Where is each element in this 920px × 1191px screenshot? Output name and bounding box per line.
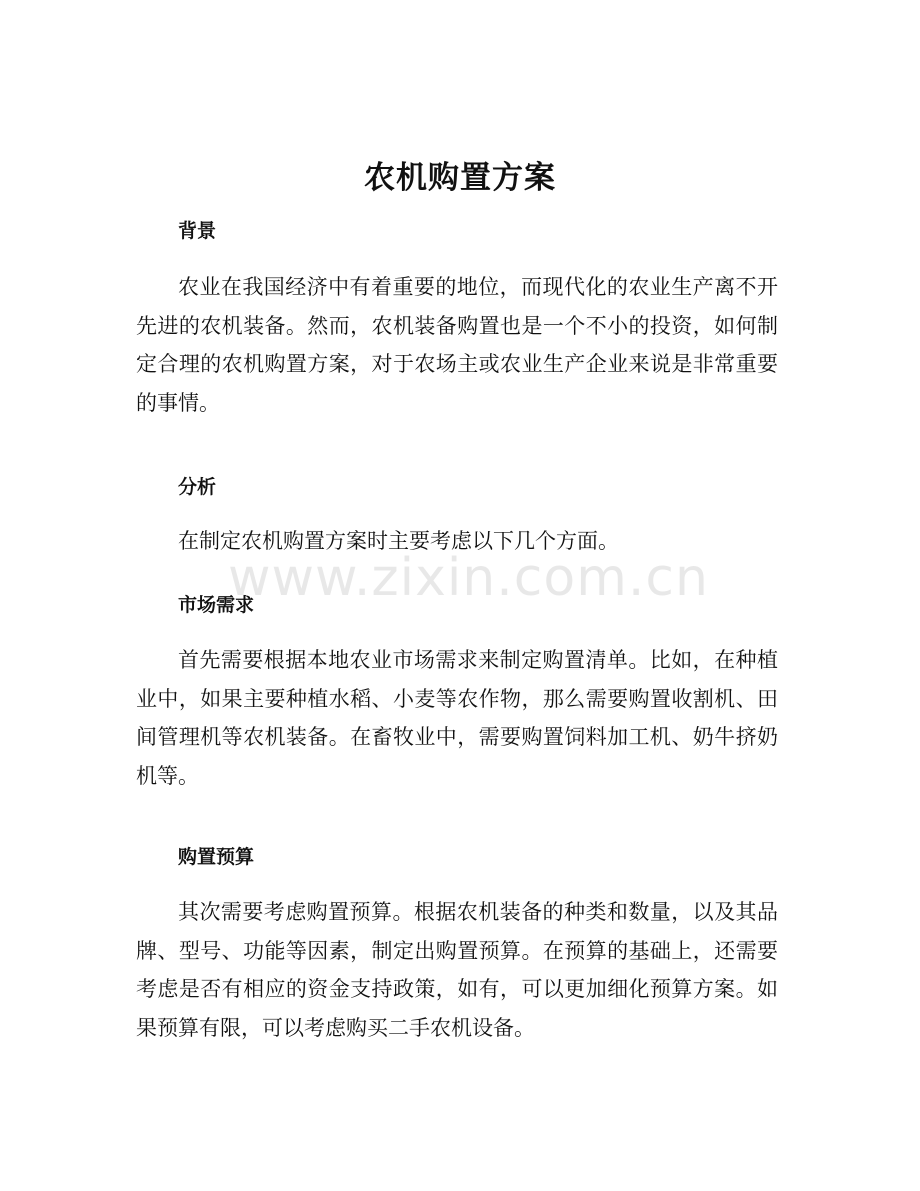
page-title: 农机购置方案 (364, 160, 556, 196)
watermark: www.zixin.com.cn (228, 548, 709, 608)
section-heading-background: 背景 (178, 220, 217, 242)
section-paragraph-analysis: 在制定农机购置方案时主要考虑以下几个方面。 (178, 529, 619, 553)
section-paragraph-market-demand: 首先需要根据本地农业市场需求来制定购置清单。比如，在种植业中，如果主要种植水稻、小麦等农作物，那么需要购置收割机、田间管理机等农机装备。在畜牧业中，需要购置饲料加工机、奶牛挤奶机等。 (136, 648, 778, 788)
section-heading-market-demand: 市场需求 (178, 594, 255, 616)
section-heading-analysis: 分析 (178, 476, 217, 498)
section-heading-budget: 购置预算 (178, 846, 255, 868)
section-paragraph-budget: 其次需要考虑购置预算。根据农机装备的种类和数量，以及其品牌、型号、功能等因素，制定出购置预算。在预算的基础上，还需要考虑是否有相应的资金支持政策，如有，可以更加细化预算方案。如果预算有限，可以考虑购买二手农机设备。 (136, 900, 778, 1040)
section-paragraph-background: 农业在我国经济中有着重要的地位，而现代化的农业生产离不开先进的农机装备。然而，农机装备购置也是一个不小的投资，如何制定合理的农机购置方案，对于农场主或农业生产企业来说是非常重要的事情。 (136, 275, 778, 415)
